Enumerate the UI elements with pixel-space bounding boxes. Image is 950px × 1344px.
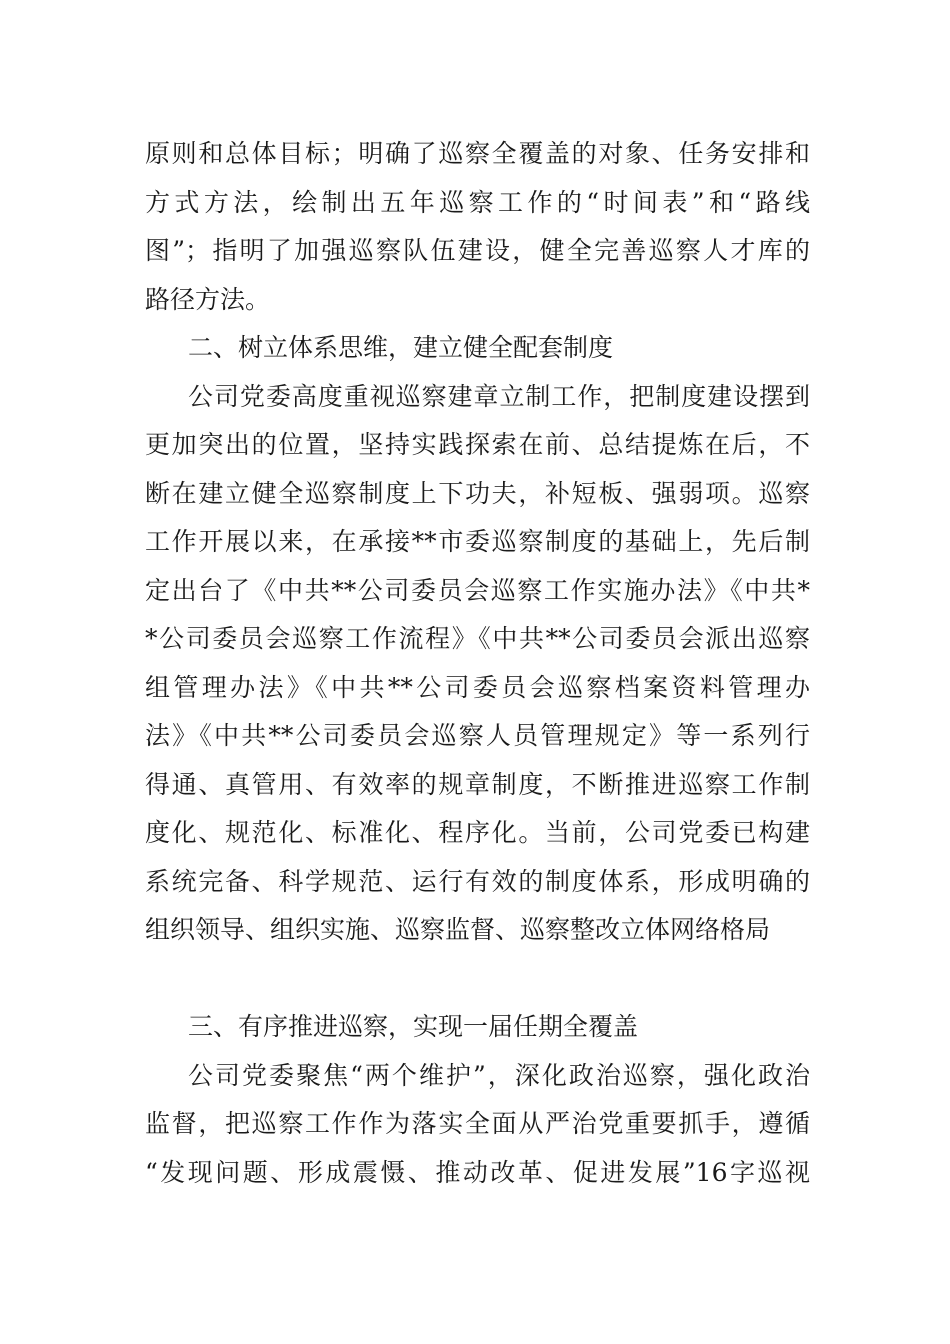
body-line: 方式方法，绘制出五年巡察工作的“时间表”和“路线 (145, 187, 810, 217)
body-line: 原则和总体目标；明确了巡察全覆盖的对象、任务安排和 (145, 139, 810, 168)
body-line: *公司委员会巡察工作流程》《中共**公司委员会派出巡察 (145, 624, 810, 653)
section-heading: 三、有序推进巡察，实现一届任期全覆盖 (188, 1012, 639, 1041)
paragraph-gap (145, 955, 810, 1004)
body-line: 监督，把巡察工作作为落实全面从严治党重要抓手，遵循 (145, 1109, 810, 1138)
body-line: 组管理办法》《中共**公司委员会巡察档案资料管理办 (145, 672, 810, 702)
body-line: 度化、规范化、标准化、程序化。当前，公司党委已构建 (145, 818, 810, 847)
body-line: “发现问题、形成震慑、推动改革、促进发展”16字巡视 (145, 1157, 810, 1187)
body-line: 更加突出的位置，坚持实践探索在前、总结提炼在后，不 (145, 430, 810, 459)
body-line: 得通、真管用、有效率的规章制度，不断推进巡察工作制 (145, 769, 810, 799)
body-line: 定出台了《中共**公司委员会巡察工作实施办法》《中共* (145, 575, 810, 605)
body-line: 法》《中共**公司委员会巡察人员管理规定》等一系列行 (145, 721, 810, 750)
document-body (145, 130, 810, 1197)
body-line: 工作开展以来，在承接**市委巡察制度的基础上，先后制 (145, 527, 810, 556)
body-line: 系统完备、科学规范、运行有效的制度体系，形成明确的 (145, 866, 810, 896)
section-heading: 二、树立体系思维，建立健全配套制度 (188, 333, 614, 362)
body-line: 公司党委高度重视巡察建章立制工作，把制度建设摆到 (188, 381, 810, 411)
body-line: 断在建立健全巡察制度上下功夫，补短板、强弱项。巡察 (145, 478, 810, 508)
body-line: 图”；指明了加强巡察队伍建设，健全完善巡察人才库的 (145, 236, 810, 265)
body-line: 组织领导、组织实施、巡察监督、巡察整改立体网络格局 (145, 915, 771, 944)
body-line: 路径方法。 (145, 284, 271, 314)
body-line: 公司党委聚焦“两个维护”，深化政治巡察，强化政治 (188, 1060, 810, 1090)
